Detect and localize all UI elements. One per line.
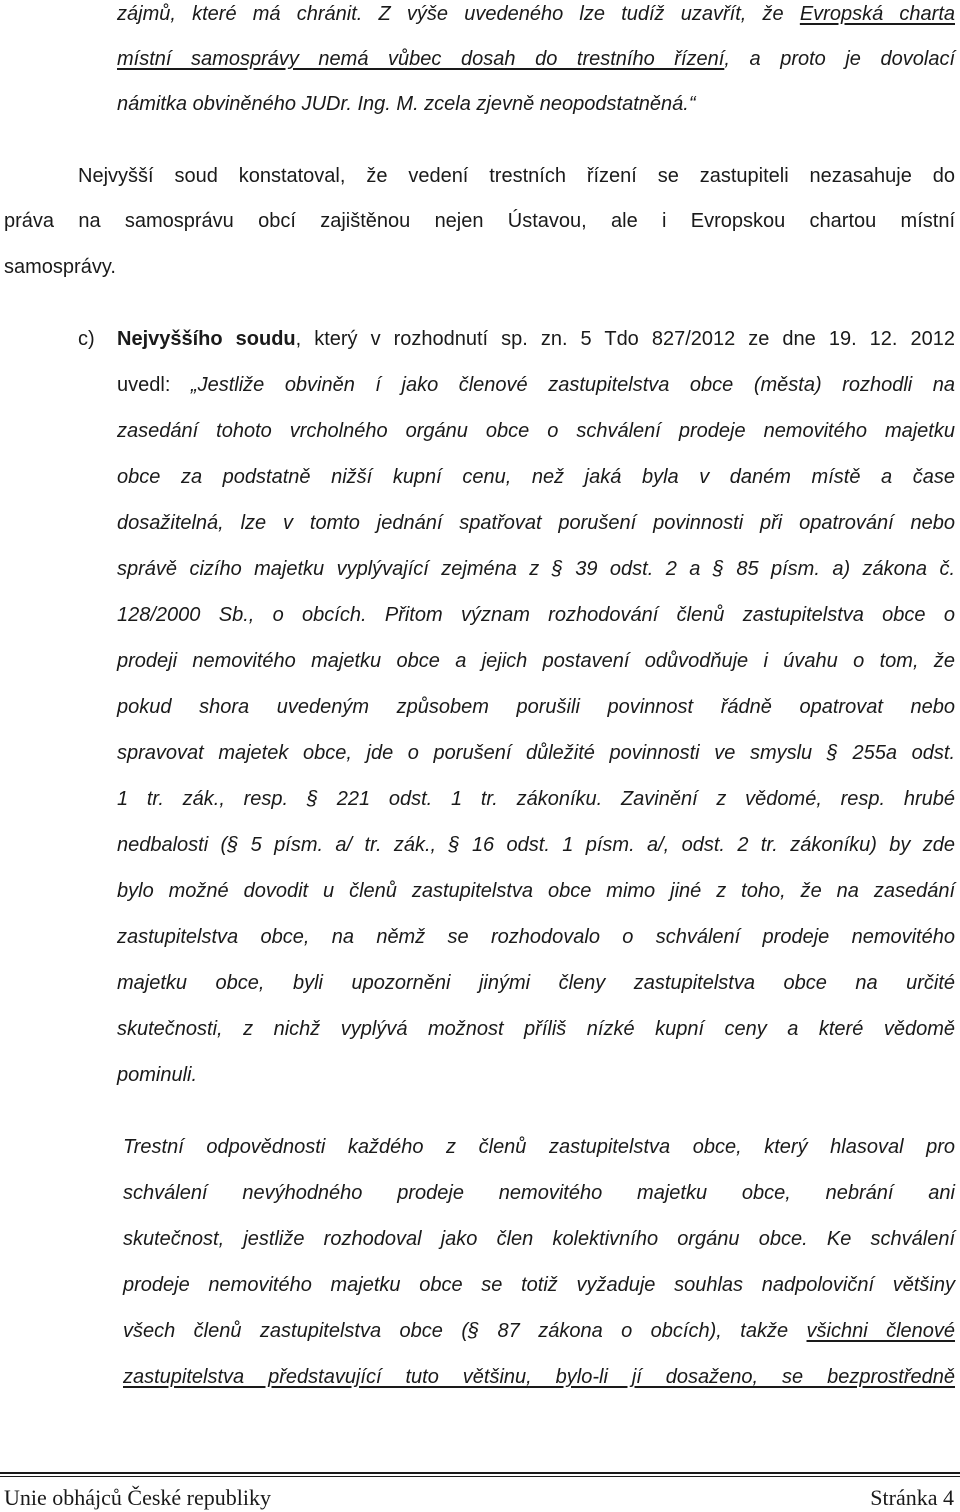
para2-line-1: Nejvyšší soud konstatoval, že vedení trestních řízení se zastupiteli nezasahuje do — [78, 165, 955, 187]
quote-line-7: 128/2000 Sb., o obcích. Přitom význam rozhodování členů zastupitelstva obce o — [117, 604, 955, 626]
para3-line-2: schválení nevýhodného prodeje nemovitého majetku obce, nebrání ani — [123, 1182, 955, 1204]
quote-line-10: spravovat majetek obce, jde o porušení důležité povinnosti ve smyslu § 255a odst. — [117, 742, 955, 764]
quote-line-15: majetku obce, byli upozorněni jinými členy zastupitelstva obce na určité — [117, 972, 955, 994]
item-c-line-1-text: , který v rozhodnutí sp. zn. 5 Tdo 827/2012 ze dne 19. 12. 2012 — [295, 328, 955, 350]
quote-line-5: dosažitelná, lze v tomto jednání spatřovat porušení povinnosti při opatrování nebo — [117, 512, 955, 534]
item-c-marker: c) — [78, 328, 95, 350]
quote-line-9: pokud shora uvedeným způsobem porušili povinnost řádně opatrovat nebo — [117, 696, 955, 718]
underlined-phrase-2: zastupitelstva představující tuto většinu, bylo-li jí dosaženo, se bezprostředně — [123, 1366, 955, 1388]
quote-line-6: správě cizího majetku vyplývající zejména z § 39 odst. 2 a § 85 písm. a) zákona č. — [117, 558, 955, 580]
quote-line-11: 1 tr. zák., resp. § 221 odst. 1 tr. zákoníku. Zavinění z vědomé, resp. hrubé — [117, 788, 955, 810]
footer-rule-thin — [0, 1476, 960, 1477]
quote-line-8: prodeji nemovitého majetku obce a jejich postavení odůvodňuje i úvahu o tom, že — [117, 650, 955, 672]
para2-line-3: samosprávy. — [4, 256, 116, 278]
quote-line-16: skutečnosti, z nichž vyplývá možnost příliš nízké kupní ceny a které vědomě — [117, 1018, 955, 1040]
para2-line-2: práva na samosprávu obcí zajištěnou nejen Ústavou, ale i Evropskou chartou místní — [4, 210, 955, 232]
quote-line-17: pominuli. — [117, 1064, 198, 1086]
para1-line-1-text: zájmů, které má chránit. Z výše uvedeného lze tudíž uzavřít, že — [117, 3, 800, 25]
court-name: Nejvyššího soudu — [117, 328, 296, 350]
para1-line-2-text: , a proto je dovolací — [724, 48, 956, 70]
item-c-line-1 — [117, 325, 955, 353]
para3-line-5-text: všech členů zastupitelstva obce (§ 87 zákona o obcích), takže — [123, 1320, 807, 1342]
item-c-line-2-quote: „Jestliže obviněn í jako členové zastupitelstva obce (města) rozhodli na — [190, 374, 955, 396]
para3-line-4: prodeje nemovitého majetku obce se totiž vyžaduje souhlas nadpoloviční většiny — [123, 1274, 955, 1296]
footer-rule — [0, 1472, 960, 1474]
quote-line-4: obce za podstatně nižší kupní cenu, než jaká byla v daném místě a čase — [117, 466, 955, 488]
item-c-line-2 — [117, 371, 955, 399]
para1-line-2 — [117, 45, 955, 73]
para1-line-1 — [117, 0, 955, 28]
underlined-phrase-1: všichni členové — [806, 1320, 955, 1342]
para1-line-3: námitka obviněného JUDr. Ing. M. zcela zjevně neopodstatněná.“ — [117, 93, 696, 115]
footer-page-number: Stránka 4 — [870, 1485, 954, 1510]
quote-line-3: zasedání tohoto vrcholného orgánu obce o schválení prodeje nemovitého majetku — [117, 420, 955, 442]
para3-line-3: skutečnost, jestliže rozhodoval jako člen kolektivního orgánu obce. Ke schválení — [123, 1228, 955, 1250]
quote-line-13: bylo možné dovodit u členů zastupitelstva obce mimo jiné z toho, že na zasedání — [117, 880, 955, 902]
para3-line-5 — [123, 1317, 955, 1345]
charter-reference-2: místní samosprávy nemá vůbec dosah do trestního řízení — [117, 48, 725, 70]
charter-reference-1: Evropská charta — [799, 3, 955, 25]
para3-line-1: Trestní odpovědnosti každého z členů zastupitelstva obce, který hlasoval pro — [123, 1136, 955, 1158]
quote-line-12: nedbalosti (§ 5 písm. a/ tr. zák., § 16 odst. 1 písm. a/, odst. 2 tr. zákoníku) by zde — [117, 834, 955, 856]
footer-organization: Unie obhájců České republiky — [4, 1485, 271, 1510]
quote-line-14: zastupitelstva obce, na němž se rozhodovalo o schválení prodeje nemovitého — [117, 926, 955, 948]
item-c-line-2-lead: uvedl: — [117, 374, 191, 396]
